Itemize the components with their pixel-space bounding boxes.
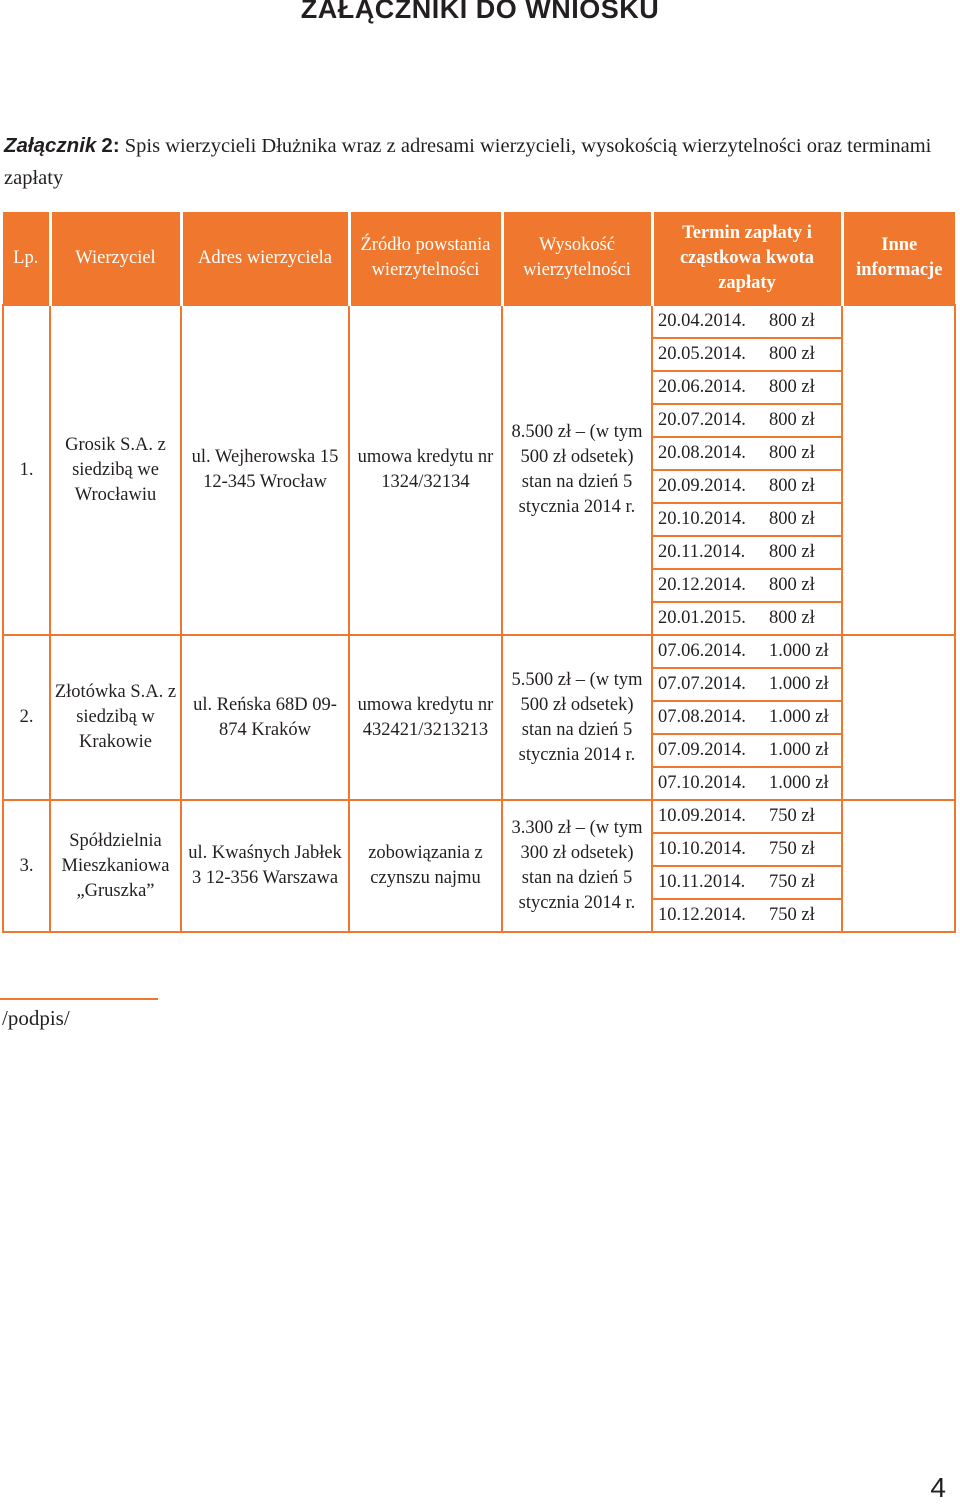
cell-payment-date: 20.01.2015. (652, 602, 765, 635)
cell-amount: 8.500 zł – (w tym 500 zł odsetek) stan na dzień 5 stycznia 2014 r. (502, 305, 652, 635)
cell-payment-date: 07.07.2014. (652, 668, 765, 701)
cell-payment-date: 20.04.2014. (652, 305, 765, 338)
header-schedule: Termin zapłaty i cząstkowa kwota zapłaty (652, 212, 842, 305)
cell-payment-amount: 800 zł (765, 602, 842, 635)
cell-payment-amount: 800 zł (765, 536, 842, 569)
cell-payment-amount: 800 zł (765, 503, 842, 536)
cell-payment-amount: 800 zł (765, 404, 842, 437)
document-title: ZAŁĄCZNIKI DO WNIOSKU (300, 0, 660, 24)
attachment-description: Spis wierzycieli Dłużnika wraz z adresami wierzycieli, wysokością wierzytelności oraz terminami zapłaty (4, 135, 932, 189)
cell-payment-date: 07.10.2014. (652, 767, 765, 800)
cell-source: umowa kredytu nr 1324/32134 (349, 305, 502, 635)
cell-other (842, 800, 955, 932)
cell-creditor: Grosik S.A. z siedzibą we Wrocławiu (50, 305, 181, 635)
page-number: 4 (930, 1472, 946, 1503)
cell-lp: 3. (3, 800, 50, 932)
cell-amount: 3.300 zł – (w tym 300 zł odsetek) stan na dzień 5 stycznia 2014 r. (502, 800, 652, 932)
cell-address: ul. Kwaśnych Jabłek 3 12-356 Warszawa (181, 800, 349, 932)
signature-line (0, 998, 158, 1000)
header-amount: Wysokość wierzytelności (502, 212, 652, 305)
cell-payment-amount: 1.000 zł (765, 701, 842, 734)
cell-payment-date: 20.06.2014. (652, 371, 765, 404)
cell-payment-date: 20.10.2014. (652, 503, 765, 536)
cell-payment-date: 10.10.2014. (652, 833, 765, 866)
cell-payment-amount: 750 zł (765, 800, 842, 833)
cell-payment-amount: 750 zł (765, 899, 842, 932)
cell-payment-date: 10.09.2014. (652, 800, 765, 833)
attachment-intro (4, 130, 944, 194)
table-row (3, 305, 955, 338)
cell-source: umowa kredytu nr 432421/3213213 (349, 635, 502, 800)
table-body (3, 305, 955, 932)
cell-payment-date: 20.08.2014. (652, 437, 765, 470)
header-lp: Lp. (3, 212, 50, 305)
cell-payment-amount: 800 zł (765, 371, 842, 404)
cell-address: ul. Wejherowska 15 12-345 Wrocław (181, 305, 349, 635)
table-row (3, 800, 955, 833)
cell-payment-amount: 750 zł (765, 833, 842, 866)
cell-payment-amount: 1.000 zł (765, 767, 842, 800)
cell-payment-amount: 1.000 zł (765, 734, 842, 767)
cell-payment-date: 07.06.2014. (652, 635, 765, 668)
cell-amount: 5.500 zł – (w tym 500 zł odsetek) stan na dzień 5 stycznia 2014 r. (502, 635, 652, 800)
header-creditor: Wierzyciel (50, 212, 181, 305)
cell-payment-amount: 800 zł (765, 305, 842, 338)
header-other: Inne informacje (842, 212, 955, 305)
header-source: Źródło powstania wierzytelności (349, 212, 502, 305)
cell-payment-date: 20.11.2014. (652, 536, 765, 569)
attachment-label: Załącznik (4, 134, 97, 157)
cell-payment-amount: 800 zł (765, 569, 842, 602)
cell-address: ul. Reńska 68D 09-874 Kraków (181, 635, 349, 800)
cell-lp: 2. (3, 635, 50, 800)
cell-payment-date: 10.12.2014. (652, 899, 765, 932)
cell-payment-date: 20.09.2014. (652, 470, 765, 503)
cell-payment-amount: 800 zł (765, 437, 842, 470)
cell-payment-date: 07.08.2014. (652, 701, 765, 734)
attachment-number: 2: (101, 134, 120, 157)
header-address: Adres wierzyciela (181, 212, 349, 305)
cell-payment-date: 10.11.2014. (652, 866, 765, 899)
cell-payment-amount: 750 zł (765, 866, 842, 899)
cell-payment-date: 20.12.2014. (652, 569, 765, 602)
cell-source: zobowiązania z czynszu najmu (349, 800, 502, 932)
cell-payment-date: 20.05.2014. (652, 338, 765, 371)
cell-payment-amount: 800 zł (765, 338, 842, 371)
creditors-table (2, 212, 956, 933)
cell-payment-amount: 800 zł (765, 470, 842, 503)
cell-payment-date: 07.09.2014. (652, 734, 765, 767)
cell-lp: 1. (3, 305, 50, 635)
cell-payment-amount: 1.000 zł (765, 668, 842, 701)
cell-other (842, 305, 955, 635)
cell-other (842, 635, 955, 800)
table-header-row (3, 212, 955, 305)
signature-label: /podpis/ (2, 1006, 70, 1030)
cell-creditor: Złotówka S.A. z siedzibą w Krakowie (50, 635, 181, 800)
cell-payment-amount: 1.000 zł (765, 635, 842, 668)
cell-creditor: Spółdzielnia Mieszkaniowa „Gruszka” (50, 800, 181, 932)
cell-payment-date: 20.07.2014. (652, 404, 765, 437)
table-row (3, 635, 955, 668)
